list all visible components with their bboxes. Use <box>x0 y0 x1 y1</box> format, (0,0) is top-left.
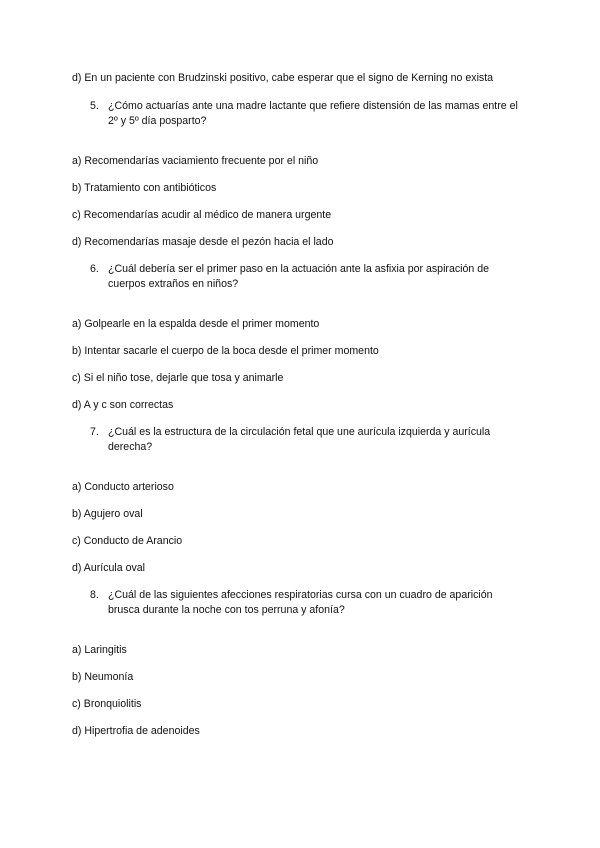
previous-question-option-d: d) En un paciente con Brudzinski positivo, cabe esperar que el signo de Kerning no exista <box>72 72 494 84</box>
q7-option-d: d) Aurícula oval <box>72 562 146 574</box>
q7-option-a: a) Conducto arterioso <box>72 481 174 493</box>
question-number: 7. <box>90 426 99 438</box>
q8-option-c: c) Bronquiolitis <box>72 698 142 710</box>
q8-option-b: b) Neumonía <box>72 671 134 683</box>
question-number: 5. <box>90 100 99 112</box>
q6-option-d: d) A y c son correctas <box>72 399 174 411</box>
q7-option-c: c) Conducto de Arancio <box>72 535 183 547</box>
q8-option-a: a) Laringitis <box>72 644 127 656</box>
q6-option-c: c) Si el niño tose, dejarle que tosa y animarle <box>72 372 284 384</box>
q8-option-d: d) Hipertrofia de adenoides <box>72 725 200 737</box>
q5-option-d: d) Recomendarías masaje desde el pezón hacia el lado <box>72 236 334 248</box>
question-text: ¿Cómo actuarías ante una madre lactante que refiere distensión de las mamas entre el 2º y 5º día posparto? <box>108 100 518 127</box>
question-text: ¿Cuál es la estructura de la circulación fetal que une aurícula izquierda y aurícula derecha? <box>108 426 491 453</box>
q6-option-a: a) Golpearle en la espalda desde el primer momento <box>72 318 320 330</box>
question-text: ¿Cuál debería ser el primer paso en la actuación ante la asfixia por aspiración de cuerpos extraños en niños? <box>108 263 489 290</box>
q5-option-a: a) Recomendarías vaciamiento frecuente por el niño <box>72 155 319 167</box>
question-7 <box>90 425 520 455</box>
q7-option-b: b) Agujero oval <box>72 508 143 520</box>
question-6 <box>90 262 520 292</box>
q5-option-c: c) Recomendarías acudir al médico de manera urgente <box>72 209 332 221</box>
question-number: 6. <box>90 263 99 275</box>
question-number: 8. <box>90 589 99 601</box>
question-text: ¿Cuál de las siguientes afecciones respiratorias cursa con un cuadro de aparición brusca durante la noche con tos perruna y afonía? <box>108 589 493 616</box>
q6-option-b: b) Intentar sacarle el cuerpo de la boca desde el primer momento <box>72 345 379 357</box>
question-8 <box>90 588 520 618</box>
question-5 <box>90 99 520 129</box>
q5-option-b: b) Tratamiento con antibióticos <box>72 182 217 194</box>
